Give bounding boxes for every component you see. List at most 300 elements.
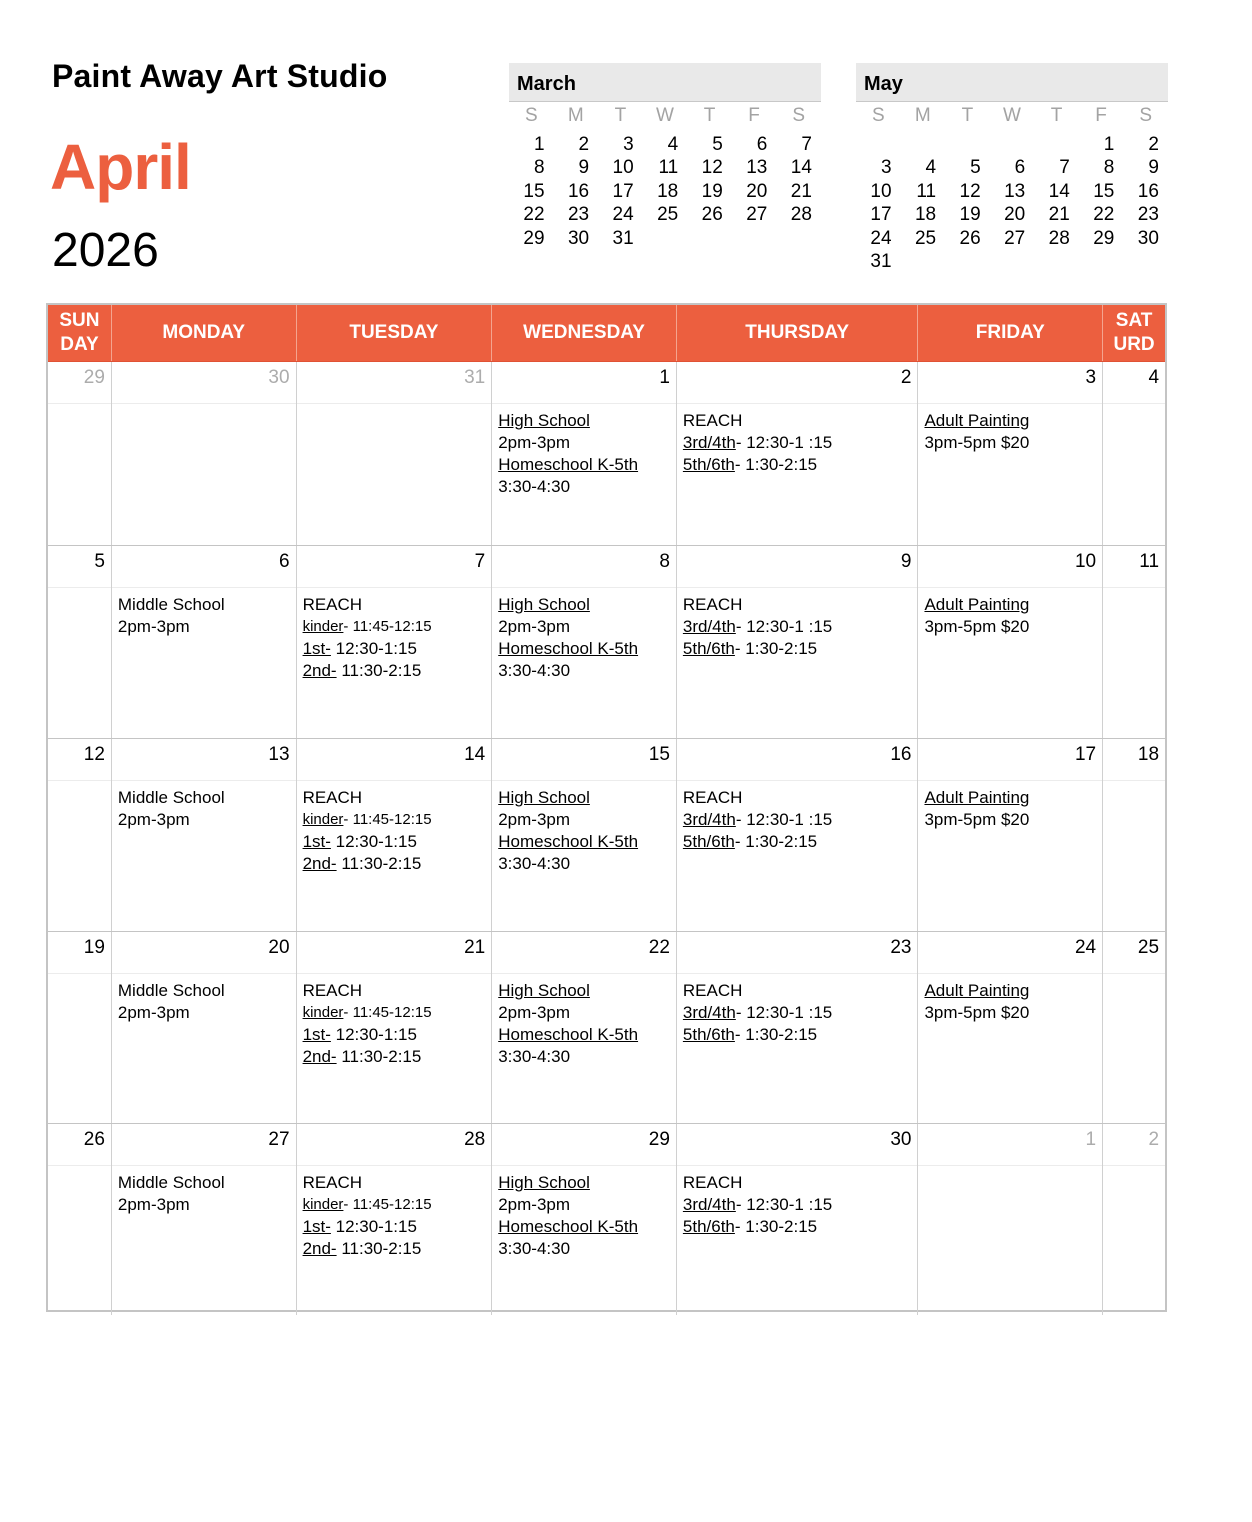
mini-day: 26 bbox=[701, 204, 723, 226]
event-line bbox=[498, 1172, 676, 1194]
event-link: High School bbox=[498, 595, 590, 614]
day-number: 29 bbox=[492, 1124, 676, 1166]
day-number: 2 bbox=[677, 362, 918, 404]
day-cell bbox=[112, 362, 297, 545]
event-line bbox=[683, 616, 918, 638]
event-time: - 12:30-1 :15 bbox=[735, 1195, 833, 1214]
event-time: - 1:30-2:15 bbox=[734, 639, 818, 658]
mini-dow-label: S bbox=[792, 105, 805, 126]
day-number: 10 bbox=[918, 546, 1102, 588]
day-number: 2 bbox=[1103, 1124, 1165, 1166]
event-block bbox=[297, 1166, 492, 1260]
mini-day: 23 bbox=[567, 204, 590, 226]
mini-day: 13 bbox=[746, 157, 768, 179]
mini-week-row bbox=[856, 250, 1168, 273]
event-time: - 12:30-1 :15 bbox=[735, 617, 833, 636]
event-line: 3:30-4:30 bbox=[498, 661, 571, 680]
mini-day: 8 bbox=[533, 157, 545, 179]
mini-day: 1 bbox=[533, 134, 545, 155]
day-number: 18 bbox=[1103, 739, 1165, 781]
event-line bbox=[303, 638, 492, 660]
calendar-week-row bbox=[48, 362, 1165, 545]
event-line bbox=[498, 454, 676, 476]
event-link: kinder bbox=[302, 618, 344, 635]
day-number: 14 bbox=[297, 739, 492, 781]
event-line bbox=[498, 638, 676, 660]
event-time: - 1:30-2:15 bbox=[734, 1217, 818, 1236]
day-cell bbox=[492, 362, 677, 545]
mini-day: 10 bbox=[612, 157, 634, 179]
day-number: 25 bbox=[1103, 932, 1165, 974]
mini-dow-row bbox=[856, 102, 1168, 130]
event-line: 2pm-3pm bbox=[498, 1195, 571, 1214]
event-block bbox=[677, 781, 918, 853]
event-time: 11:30-2:15 bbox=[336, 1239, 422, 1258]
event-link: 2nd- bbox=[302, 661, 337, 680]
weekday-label-thursday: THURSDAY bbox=[677, 305, 919, 361]
day-cell bbox=[297, 932, 493, 1123]
mini-day: 7 bbox=[1059, 157, 1070, 179]
mini-day bbox=[901, 133, 946, 156]
event-line: REACH bbox=[302, 788, 363, 807]
day-cell bbox=[1103, 362, 1165, 545]
mini-day: 19 bbox=[959, 204, 981, 226]
event-link: kinder bbox=[302, 811, 344, 828]
mini-week-row bbox=[509, 133, 821, 156]
event-link: Adult Painting bbox=[924, 411, 1030, 430]
mini-day: 11 bbox=[658, 157, 679, 179]
event-line: 2pm-3pm bbox=[498, 810, 571, 829]
mini-dow-label: T bbox=[614, 105, 627, 126]
day-number: 12 bbox=[48, 739, 111, 781]
event-link: High School bbox=[498, 788, 590, 807]
mini-day: 1 bbox=[1103, 134, 1115, 155]
event-line bbox=[683, 432, 918, 454]
event-block bbox=[677, 974, 918, 1046]
event-line: REACH bbox=[682, 411, 743, 430]
day-cell bbox=[112, 739, 297, 931]
mini-day bbox=[901, 250, 946, 273]
mini-day bbox=[776, 227, 821, 250]
day-number: 26 bbox=[48, 1124, 111, 1166]
day-number: 30 bbox=[112, 362, 296, 404]
event-line bbox=[498, 1216, 676, 1238]
event-line bbox=[303, 1024, 492, 1046]
day-number: 8 bbox=[492, 546, 676, 588]
event-link: 5th/6th bbox=[682, 832, 735, 851]
event-link: 5th/6th bbox=[682, 455, 735, 474]
mini-week-row bbox=[509, 156, 821, 179]
event-line bbox=[683, 638, 918, 660]
weekday-label-saturd: SAT URD bbox=[1113, 310, 1155, 355]
event-block bbox=[112, 974, 296, 1024]
event-time: 12:30-1:15 bbox=[330, 832, 417, 851]
event-line bbox=[683, 809, 918, 831]
mini-day: 28 bbox=[1048, 227, 1070, 249]
event-line: REACH bbox=[682, 788, 743, 807]
event-line: REACH bbox=[302, 1173, 363, 1192]
weekday-label-friday: FRIDAY bbox=[918, 305, 1103, 361]
mini-calendar-prev bbox=[509, 63, 821, 250]
mini-day bbox=[732, 227, 777, 250]
event-line: Middle School bbox=[117, 788, 225, 807]
event-time: - 11:45-12:15 bbox=[343, 618, 432, 635]
event-block bbox=[492, 974, 676, 1068]
event-line: 2pm-3pm bbox=[117, 1195, 190, 1214]
event-link: Adult Painting bbox=[924, 981, 1030, 1000]
calendar-week-row bbox=[48, 738, 1165, 931]
mini-day: 21 bbox=[790, 180, 812, 202]
event-block bbox=[492, 1166, 676, 1260]
event-time: - 1:30-2:15 bbox=[734, 832, 818, 851]
day-cell bbox=[297, 362, 493, 545]
day-number: 3 bbox=[918, 362, 1102, 404]
day-number: 9 bbox=[677, 546, 918, 588]
mini-day: 27 bbox=[746, 204, 768, 226]
event-line: 2pm-3pm bbox=[117, 617, 190, 636]
mini-day: 26 bbox=[959, 227, 981, 249]
event-link: 5th/6th bbox=[682, 1025, 735, 1044]
day-cell bbox=[677, 546, 919, 738]
event-block bbox=[492, 404, 676, 498]
day-number: 17 bbox=[918, 739, 1102, 781]
day-cell bbox=[297, 546, 493, 738]
event-line: REACH bbox=[682, 1173, 743, 1192]
event-link: Homeschool K-5th bbox=[498, 455, 639, 474]
mini-day: 6 bbox=[756, 134, 768, 155]
mini-day: 29 bbox=[1093, 227, 1115, 249]
event-time: - 11:45-12:15 bbox=[343, 1004, 432, 1021]
event-link: 5th/6th bbox=[682, 639, 735, 658]
event-line: Middle School bbox=[117, 1173, 225, 1192]
weekday-label-monday: MONDAY bbox=[112, 305, 297, 361]
mini-week-row bbox=[856, 156, 1168, 179]
event-line bbox=[683, 1216, 918, 1238]
event-line: REACH bbox=[302, 981, 363, 1000]
day-number: 23 bbox=[677, 932, 918, 974]
event-block bbox=[677, 588, 918, 660]
mini-week-row bbox=[509, 180, 821, 203]
event-link: 3rd/4th bbox=[682, 433, 736, 452]
day-cell bbox=[1103, 739, 1165, 931]
mini-day: 31 bbox=[870, 250, 892, 272]
event-link: 3rd/4th bbox=[682, 810, 736, 829]
event-line: REACH bbox=[302, 595, 363, 614]
day-cell bbox=[48, 739, 112, 931]
event-line: REACH bbox=[682, 595, 743, 614]
mini-day: 20 bbox=[1004, 204, 1026, 226]
mini-day bbox=[1123, 250, 1168, 273]
mini-dow-label: W bbox=[656, 105, 674, 126]
event-block bbox=[677, 404, 918, 476]
event-link: Homeschool K-5th bbox=[498, 832, 639, 851]
event-time: 11:30-2:15 bbox=[336, 1047, 422, 1066]
event-time: - 1:30-2:15 bbox=[734, 1025, 818, 1044]
event-block bbox=[112, 781, 296, 831]
event-link: Homeschool K-5th bbox=[498, 1025, 639, 1044]
mini-day bbox=[990, 250, 1035, 273]
day-number: 16 bbox=[677, 739, 918, 781]
mini-day: 25 bbox=[657, 204, 679, 226]
event-line: Middle School bbox=[117, 595, 225, 614]
event-block bbox=[918, 974, 1102, 1024]
mini-day: 16 bbox=[567, 180, 590, 202]
mini-day: 24 bbox=[870, 227, 892, 249]
mini-day: 9 bbox=[1148, 157, 1159, 179]
mini-day: 3 bbox=[880, 157, 892, 179]
calendar-week-row bbox=[48, 545, 1165, 738]
event-time: - 1:30-2:15 bbox=[734, 455, 818, 474]
day-cell bbox=[112, 546, 297, 738]
mini-dow-label: S bbox=[524, 105, 538, 126]
mini-day: 7 bbox=[801, 134, 812, 155]
event-block bbox=[492, 588, 676, 682]
mini-day bbox=[1034, 133, 1079, 156]
day-cell bbox=[1103, 932, 1165, 1123]
event-link: 3rd/4th bbox=[682, 617, 736, 636]
mini-day bbox=[643, 227, 688, 250]
event-link: High School bbox=[498, 981, 590, 1000]
mini-day: 15 bbox=[1093, 180, 1115, 202]
event-line: REACH bbox=[682, 981, 743, 1000]
event-line bbox=[303, 1216, 492, 1238]
day-cell bbox=[112, 1124, 297, 1315]
mini-day: 11 bbox=[916, 180, 937, 202]
event-link: 5th/6th bbox=[682, 1217, 735, 1236]
event-link: 1st- bbox=[302, 639, 331, 658]
mini-week-row bbox=[856, 133, 1168, 156]
calendar-week-row bbox=[48, 1123, 1165, 1315]
event-line: 2pm-3pm bbox=[498, 617, 571, 636]
event-link: Homeschool K-5th bbox=[498, 639, 639, 658]
day-cell bbox=[918, 1124, 1103, 1315]
day-cell bbox=[297, 1124, 493, 1315]
event-line: 3pm-5pm $20 bbox=[924, 433, 1030, 452]
day-number: 1 bbox=[492, 362, 676, 404]
mini-day: 12 bbox=[959, 180, 981, 202]
mini-dow-label: M bbox=[567, 105, 584, 126]
month-calendar bbox=[46, 303, 1167, 1312]
day-number: 27 bbox=[112, 1124, 296, 1166]
mini-day: 30 bbox=[567, 227, 590, 249]
mini-dow-label: M bbox=[914, 105, 931, 126]
day-cell bbox=[1103, 546, 1165, 738]
event-block bbox=[297, 974, 492, 1068]
mini-week-row bbox=[856, 227, 1168, 250]
weekday-label-wednesday: WEDNESDAY bbox=[492, 305, 677, 361]
event-line bbox=[303, 831, 492, 853]
event-line: 3:30-4:30 bbox=[498, 1047, 571, 1066]
event-line bbox=[303, 1046, 492, 1068]
event-line bbox=[924, 410, 1102, 432]
mini-day: 16 bbox=[1137, 180, 1159, 202]
event-line bbox=[683, 1024, 918, 1046]
event-link: Adult Painting bbox=[924, 788, 1030, 807]
event-block bbox=[677, 1166, 918, 1238]
event-link: 1st- bbox=[302, 832, 331, 851]
event-line: 3pm-5pm $20 bbox=[924, 1003, 1030, 1022]
mini-dow-label: F bbox=[1095, 105, 1107, 126]
calendar-week-row bbox=[48, 931, 1165, 1123]
event-time: 12:30-1:15 bbox=[330, 1025, 417, 1044]
event-block bbox=[112, 588, 296, 638]
event-line bbox=[683, 1002, 918, 1024]
mini-calendar-title: March bbox=[509, 63, 821, 102]
event-block bbox=[918, 404, 1102, 454]
mini-week-row bbox=[509, 203, 821, 226]
mini-day: 19 bbox=[701, 180, 723, 202]
mini-day: 21 bbox=[1048, 204, 1070, 226]
event-time: - 12:30-1 :15 bbox=[735, 433, 833, 452]
event-line bbox=[683, 1194, 918, 1216]
event-line bbox=[498, 594, 676, 616]
day-number: 15 bbox=[492, 739, 676, 781]
day-number: 28 bbox=[297, 1124, 492, 1166]
event-block bbox=[112, 1166, 296, 1216]
mini-day bbox=[945, 250, 990, 273]
day-cell bbox=[918, 362, 1103, 545]
mini-day bbox=[945, 133, 990, 156]
weekday-header bbox=[48, 305, 1165, 362]
mini-day bbox=[687, 227, 732, 250]
event-line: 3pm-5pm $20 bbox=[924, 617, 1030, 636]
mini-day: 24 bbox=[612, 204, 634, 226]
mini-day: 4 bbox=[667, 134, 679, 155]
mini-day: 18 bbox=[914, 204, 937, 226]
mini-day: 5 bbox=[712, 134, 723, 155]
day-number: 31 bbox=[297, 362, 492, 404]
mini-dow-row bbox=[509, 102, 821, 130]
event-line bbox=[924, 787, 1102, 809]
mini-dow-label: W bbox=[1003, 105, 1021, 126]
day-cell bbox=[918, 546, 1103, 738]
event-time: - 11:45-12:15 bbox=[343, 811, 432, 828]
mini-day: 2 bbox=[578, 134, 590, 155]
event-link: 3rd/4th bbox=[682, 1195, 736, 1214]
mini-week-row bbox=[856, 203, 1168, 226]
mini-dow-label: F bbox=[748, 105, 760, 126]
day-number: 7 bbox=[297, 546, 492, 588]
event-line: 2pm-3pm bbox=[117, 1003, 190, 1022]
event-line bbox=[303, 660, 492, 682]
day-number: 1 bbox=[918, 1124, 1102, 1166]
event-line bbox=[683, 454, 918, 476]
event-line bbox=[924, 594, 1102, 616]
mini-day: 13 bbox=[1004, 180, 1026, 202]
mini-week-row bbox=[856, 180, 1168, 203]
mini-dow-label: S bbox=[1139, 105, 1152, 126]
mini-day: 5 bbox=[970, 157, 981, 179]
event-link: 3rd/4th bbox=[682, 1003, 736, 1022]
mini-day: 14 bbox=[790, 157, 812, 179]
day-cell bbox=[492, 739, 677, 931]
mini-day: 17 bbox=[870, 204, 892, 226]
day-cell bbox=[112, 932, 297, 1123]
mini-day: 31 bbox=[612, 227, 634, 249]
event-line: 3:30-4:30 bbox=[498, 854, 571, 873]
event-time: - 12:30-1 :15 bbox=[735, 810, 833, 829]
event-line bbox=[924, 980, 1102, 1002]
event-link: High School bbox=[498, 411, 590, 430]
mini-day: 3 bbox=[623, 134, 634, 155]
event-line: 3:30-4:30 bbox=[498, 477, 571, 496]
event-link: 2nd- bbox=[302, 1239, 337, 1258]
event-block bbox=[297, 781, 492, 875]
day-number: 6 bbox=[112, 546, 296, 588]
month-title: April bbox=[50, 131, 191, 203]
event-time: 12:30-1:15 bbox=[330, 639, 417, 658]
mini-day: 25 bbox=[914, 227, 937, 249]
day-cell bbox=[492, 1124, 677, 1315]
day-cell bbox=[48, 932, 112, 1123]
event-line: 3:30-4:30 bbox=[498, 1239, 571, 1258]
mini-day bbox=[1079, 250, 1124, 273]
event-time: 12:30-1:15 bbox=[330, 1217, 417, 1236]
day-cell bbox=[48, 546, 112, 738]
mini-day bbox=[1034, 250, 1079, 273]
mini-day: 22 bbox=[1093, 204, 1115, 226]
day-number: 13 bbox=[112, 739, 296, 781]
event-link: High School bbox=[498, 1173, 590, 1192]
mini-day: 10 bbox=[870, 180, 892, 202]
mini-day: 17 bbox=[612, 180, 634, 202]
mini-day: 9 bbox=[578, 157, 590, 179]
event-line: 2pm-3pm bbox=[498, 433, 571, 452]
mini-calendar-title: May bbox=[856, 63, 1168, 102]
mini-day: 27 bbox=[1004, 227, 1026, 249]
event-line bbox=[303, 1238, 492, 1260]
day-cell bbox=[297, 739, 493, 931]
day-cell bbox=[677, 362, 919, 545]
day-cell bbox=[1103, 1124, 1165, 1315]
mini-day: 28 bbox=[790, 204, 812, 226]
event-line: 2pm-3pm bbox=[117, 810, 190, 829]
event-line bbox=[303, 1194, 492, 1216]
mini-calendar-next bbox=[856, 63, 1168, 273]
event-link: 2nd- bbox=[302, 854, 337, 873]
day-cell bbox=[492, 546, 677, 738]
mini-day: 23 bbox=[1137, 204, 1159, 226]
event-link: 1st- bbox=[302, 1025, 331, 1044]
day-cell bbox=[492, 932, 677, 1123]
mini-day bbox=[856, 133, 901, 156]
event-block bbox=[297, 588, 492, 682]
day-number: 24 bbox=[918, 932, 1102, 974]
weekday-label-sunday: SUN DAY bbox=[48, 305, 112, 361]
mini-day: 22 bbox=[523, 204, 545, 226]
event-block bbox=[492, 781, 676, 875]
mini-dow-label: S bbox=[871, 105, 885, 126]
event-line: 2pm-3pm bbox=[498, 1003, 571, 1022]
mini-day bbox=[990, 133, 1035, 156]
mini-day: 12 bbox=[701, 157, 723, 179]
event-line bbox=[498, 980, 676, 1002]
event-time: - 12:30-1 :15 bbox=[735, 1003, 833, 1022]
mini-day: 18 bbox=[657, 180, 679, 202]
mini-day: 29 bbox=[523, 227, 545, 249]
mini-day: 2 bbox=[1148, 134, 1159, 155]
mini-day: 4 bbox=[925, 157, 937, 179]
day-number: 30 bbox=[677, 1124, 918, 1166]
day-number: 5 bbox=[48, 546, 111, 588]
mini-week-row bbox=[509, 227, 821, 250]
day-cell bbox=[677, 739, 919, 931]
day-cell bbox=[677, 932, 919, 1123]
day-number: 11 bbox=[1103, 546, 1165, 588]
event-link: 1st- bbox=[302, 1217, 331, 1236]
mini-dow-label: T bbox=[1050, 105, 1063, 126]
event-link: 2nd- bbox=[302, 1047, 337, 1066]
